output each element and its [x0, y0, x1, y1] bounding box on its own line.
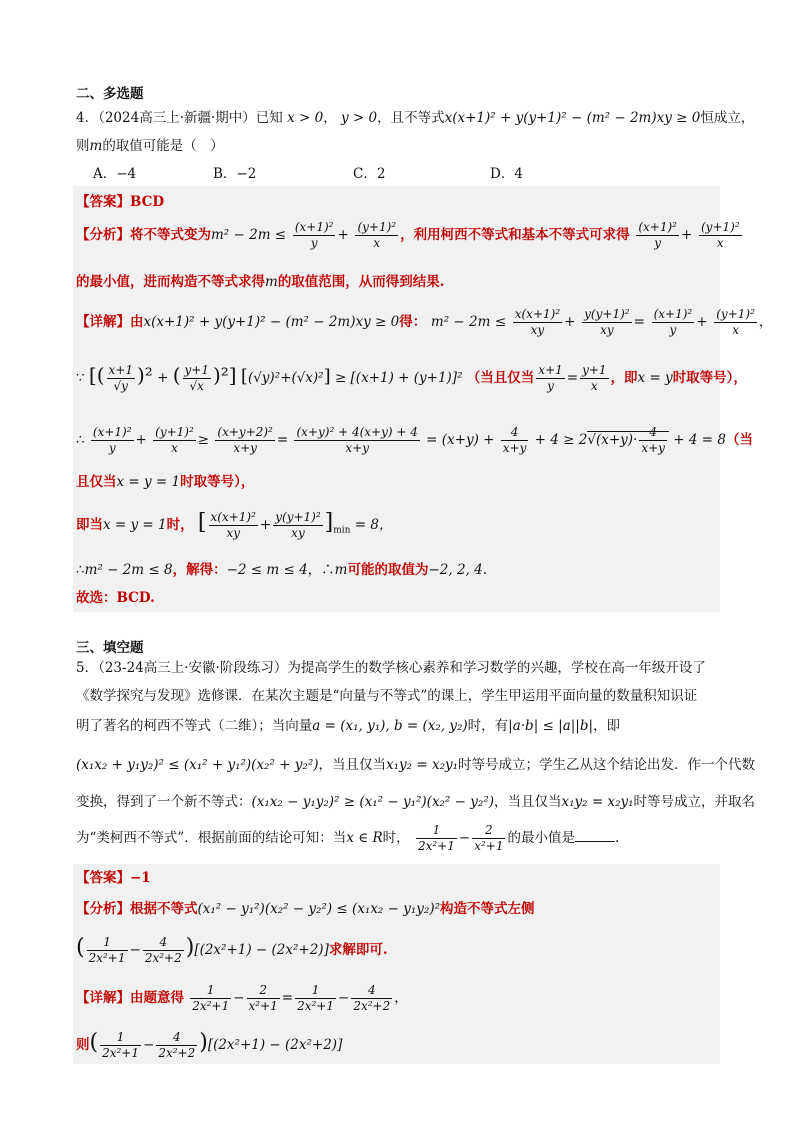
frac-x1sq-over-y-3: $\frac{\text{(x+1)²}}{y}$	[653, 307, 693, 337]
q5-bracket: [(2x²+1) − (2x²+2)]	[194, 942, 329, 958]
q4-chain-line: ∴ $\frac{\text{(x+1)²}}{y}$ + $\frac{\text{(y+1)²}}{x}$ ≥ $\frac{\text{(x+y+2)²}}{x+y}$ = $\frac{\text{(x+y)² + 4(x+y) + 4}}{x+y}$ = (x+y) + $\frac{4}{x+y}$ + 4 ≥ 2√(x+y)· $\frac{4}{x+y}$ + 4 = 8（当	[76, 425, 753, 455]
frac-4-over-2x2p2: $\frac{4}{\text{2x²+2}}$	[144, 935, 182, 965]
min-value: = 8，	[354, 517, 393, 533]
q5-analysis-b: 构造不等式左侧	[440, 901, 535, 917]
frac-4-over-2x2p2-2: $\frac{4}{\text{2x²+2}}$	[353, 983, 391, 1013]
frac-xx1-over-xy-2: $\frac{\text{x(x+1)²}}{xy}$	[210, 510, 256, 540]
q4-analysis-mid: ，利用柯西不等式和基本不等式可求得	[400, 227, 630, 243]
frac-y1sq-over-x-2: $\frac{\text{(y+1)²}}{x}$	[700, 220, 740, 250]
plus: +	[259, 517, 272, 533]
option-d[interactable]: D．4	[490, 166, 523, 182]
frac-1-over-2x2p1: $\frac{1}{\text{2x²+1}}$	[417, 823, 455, 853]
q5-stem-line6	[76, 823, 619, 854]
q4-analysis-line1	[76, 220, 744, 251]
plus: +	[280, 370, 292, 386]
q5-period: .	[614, 830, 620, 846]
solve-b: ，解得：	[172, 562, 227, 578]
section-title-multiple-choice: 二、多选题	[76, 86, 144, 102]
plus: +	[135, 432, 147, 448]
q4-analysis-expr: m² − 2m ≤	[211, 227, 287, 243]
option-a[interactable]: A．−4	[93, 166, 137, 182]
q4-var-m: m	[334, 562, 348, 578]
frac-1-over-2x2p1-5: $\frac{1}{\text{2x²+1}}$	[102, 1030, 139, 1060]
frac-1-over-2x2p1-3: $\frac{1}{\text{2x²+1}}$	[192, 983, 230, 1013]
frac-yy1-over-xy-2: $\frac{\text{y(y+1)²}}{xy}$	[275, 510, 321, 540]
q5-eq-cond2: x₁y₂ = x₂y₁	[561, 794, 634, 810]
q5-analysis-line1	[76, 897, 535, 917]
minus: −	[458, 830, 471, 846]
frac-x1-over-sqrty: $\frac{x+1}{√y}$	[108, 363, 133, 393]
q4-analysis-line2	[76, 270, 445, 290]
solve-range: −2 ≤ m ≤ 4	[226, 562, 308, 578]
sqrt-body: (x+y)·	[595, 432, 638, 448]
q4-stem-text2: ，且不等式	[377, 110, 445, 126]
frac-4-over-2x2p2-3: $\frac{4}{\text{2x²+2}}$	[158, 1030, 196, 1060]
chain-tail2: 且仅当	[76, 474, 117, 490]
q4-cond-x: x > 0	[287, 110, 324, 126]
minus: −	[143, 1037, 155, 1053]
option-c[interactable]: C．2	[353, 166, 386, 182]
q5-stem-line5	[76, 790, 755, 810]
frac-y1-over-sqrtx: $\frac{y+1}{√x}$	[184, 363, 209, 393]
q4-var-m: m	[265, 274, 278, 290]
minus: −	[129, 942, 141, 958]
eq-tail: 时取等号），	[180, 474, 255, 490]
therefore-symbol: ∴	[76, 432, 85, 448]
equals: =	[633, 314, 645, 330]
q5-new-ineq: (x₁x₂ − y₁y₂)² ≥ (x₁² − y₁²)(x₂² − y₂²)	[251, 794, 494, 810]
frac-xy2-over-xy: $\frac{\text{(x+y+2)²}}{x+y}$	[217, 425, 273, 455]
cauchy-rhs: ≥ [(x+1) + (y+1)]²	[334, 370, 463, 386]
q5-cauchy: (x₁x₂ + y₁y₂)² ≤ (x₁² + y₁²)(x₂² + y₂²)	[76, 757, 319, 773]
solve-expr: m² − 2m ≤ 8	[84, 562, 173, 578]
question-4-stem-line1	[76, 106, 754, 126]
q4-detail-get: 得：	[399, 314, 427, 330]
solve-c: ，∴	[307, 562, 335, 578]
frac-x1sq-over-y-4: $\frac{\text{(x+1)²}}{y}$	[92, 425, 132, 455]
min-subscript: min	[333, 525, 351, 536]
q5-detail-line2: 则( $\frac{1}{\text{2x²+1}}$ − $\frac{4}{\text{2x²+2}}$ )[(2x²+1) − (2x²+2)]	[76, 1030, 343, 1060]
q4-detail-lhs: m² − 2m ≤	[430, 314, 507, 330]
frac-y1sq-over-x-4: $\frac{\text{(y+1)²}}{x}$	[155, 425, 194, 455]
chain-end2: + 4 = 8	[673, 432, 726, 448]
equals: =	[281, 990, 294, 1006]
q5-stem5e: 时等号成立，并取名	[633, 794, 756, 810]
chain-mid: = (x+y) +	[426, 432, 495, 448]
q4-cauchy-line: ∵ [( $\frac{x+1}{√y}$ )² + ( $\frac{y+1}{√x}$ )²] [(√y)²+(√x)²] ≥ [(x+1) + (y+1)]² （当且仅当 $\frac{x+1}{y}$ = $\frac{y+1}{x}$ ，即x = y时取等号），	[76, 363, 747, 393]
cauchy-cond: （当且仅当	[466, 370, 535, 386]
q5-stem3c: ，即	[593, 718, 621, 734]
plus: +	[564, 314, 576, 330]
q5-vectors: a = (x₁, y₁), b = (x₂, y₂)	[312, 718, 468, 734]
frac-y1-over-x: $\frac{y+1}{x}$	[582, 363, 607, 393]
q4-then: 则	[76, 138, 90, 154]
equals: =	[276, 432, 289, 448]
equals: =	[566, 370, 579, 386]
frac-x1sq-over-y-2: $\frac{\text{(x+1)²}}{y}$	[638, 220, 677, 250]
cauchy-cond3: 时取等号），	[672, 370, 747, 386]
frac-2-over-x2p1-2: $\frac{2}{\text{x²+1}}$	[248, 983, 278, 1013]
cauchy-eq: x = y	[637, 370, 673, 386]
chain-tail: （当	[725, 432, 753, 448]
q4-ask: 的取值可能是（ ）	[102, 138, 224, 154]
frac-1-over-2x2p1-4: $\frac{1}{\text{2x²+1}}$	[297, 983, 335, 1013]
frac-x1sq-over-y: $\frac{\text{(x+1)²}}{y}$	[294, 220, 334, 250]
q4-analysis-tail: 的最小值，进而构造不等式求得	[76, 274, 265, 290]
q5-stem3b: 时，有	[467, 718, 509, 734]
frac-1-over-2x2p1-2: $\frac{1}{\text{2x²+1}}$	[88, 935, 126, 965]
q5-stem5a: 变换，得到了一个新不等式：	[76, 794, 252, 810]
minus: −	[338, 990, 350, 1006]
q5-stem3a: 明了著名的柯西不等式（二维）；当向量	[76, 718, 313, 734]
q5-bracket-2: [(2x²+1) − (2x²+2)]	[207, 1037, 343, 1053]
q4-analysis-tail2: 的取值范围，从而得到结果.	[277, 274, 445, 290]
q5-detail-line1	[76, 983, 408, 1014]
min-mid: 时，	[166, 517, 194, 533]
plus: +	[696, 314, 708, 330]
q5-stem4d: 时等号成立；学生乙从这个结论出发．作一个代数	[458, 757, 756, 773]
q4-pick: 故选：BCD.	[76, 590, 155, 606]
q5-eq-cond: x₁y₂ = x₂y₁	[386, 757, 459, 773]
q4-detail-ineq: x(x+1)² + y(y+1)² − (m² − 2m)xy ≥ 0	[143, 314, 400, 330]
question-4-stem-line2	[76, 134, 224, 154]
section-title-fill-blank: 三、填空题	[76, 640, 144, 656]
q4-inequality: x(x+1)² + y(y+1)² − (m² − 2m)xy ≥ 0	[444, 110, 701, 126]
answer-blank[interactable]	[575, 829, 615, 842]
q4-chain-line2	[76, 470, 254, 490]
q5-analysis2-tail: 求解即可.	[328, 942, 388, 958]
chain-end: + 4 ≥ 2	[534, 432, 588, 448]
comma: ，	[394, 990, 408, 1006]
q4-solve-line	[76, 558, 487, 578]
q4-answer: 【答案】BCD	[76, 194, 165, 210]
q4-var-m: m	[89, 138, 103, 154]
q5-stem6a: 为“类柯西不等式”．根据前面的结论可知：当	[76, 830, 347, 846]
plus: +	[337, 227, 349, 243]
sqrt-y-sq: (√y)²	[247, 370, 281, 386]
frac-xx1-over-xy: $\frac{\text{x(x+1)²}}{xy}$	[514, 307, 561, 337]
eq-xy1: x = y = 1	[116, 474, 181, 490]
q5-answer: 【答案】−1	[76, 870, 151, 886]
q4-stem-text3: 恒成立，	[700, 110, 755, 126]
q5-detail-a: 【详解】由题意得	[76, 990, 184, 1006]
q4-detail-head: 【详解】由	[76, 314, 144, 330]
q5-stem-line2: 《数学探究与发现》选修课．在某次主题是“向量与不等式”的课上，学生甲运用平面向量的数量积知识证	[76, 688, 698, 704]
frac-2-over-x2p1: $\frac{2}{\text{x²+1}}$	[474, 823, 504, 853]
plus: +	[157, 370, 169, 386]
solve-vals: −2, 2, 4.	[428, 562, 488, 578]
frac-four-over-xy-2: $\frac{4}{x+y}$	[641, 425, 665, 455]
q4-cond-y: y > 0	[340, 110, 378, 126]
q4-min-line: 即当x = y = 1时， [ $\frac{\text{x(x+1)²}}{xy}$ + $\frac{\text{y(y+1)²}}{xy}$ ]$_{min} = 8$，	[76, 510, 393, 540]
q4-detail-line1	[76, 307, 772, 338]
q4-stem-text: 4．（2024高三上·新疆·期中）已知	[76, 110, 283, 126]
q5-vec-ineq: |a·b| ≤ |a||b|	[508, 718, 594, 734]
frac-x1-over-y: $\frac{x+1}{y}$	[538, 363, 563, 393]
plus: +	[680, 227, 693, 243]
frac-y1sq-over-x-3: $\frac{\text{(y+1)²}}{x}$	[716, 307, 755, 337]
q5-stem-line4	[76, 753, 755, 773]
minus: −	[233, 990, 245, 1006]
q5-stem6c: 时，	[382, 830, 410, 846]
frac-yy1-over-xy: $\frac{\text{y(y+1)²}}{xy}$	[584, 307, 630, 337]
q5-stem6d: 的最小值是	[507, 830, 575, 846]
option-b[interactable]: B．−2	[213, 166, 257, 182]
q4-sep: ，	[323, 110, 337, 126]
q5-analysis-line2: ( $\frac{1}{\text{2x²+1}}$ − $\frac{4}{\text{2x²+2}}$ )[(2x²+1) − (2x²+2)]求解即可.	[76, 935, 388, 965]
q5-stem-line1: 5．（23-24高三上·安徽·阶段练习）为提高学生的数学核心素养和学习数学的兴趣，学校在高一年级开设了	[76, 660, 706, 676]
q4-analysis-head: 【分析】将不等式变为	[76, 227, 211, 243]
q5-domain: x ∈ R	[346, 830, 383, 846]
q5-analysis-expr: (x₁² − y₁²)(x₂² − y₂²) ≤ (x₁x₂ − y₁y₂)²	[197, 901, 440, 917]
cauchy-cond2: ，即	[610, 370, 638, 386]
because-symbol: ∵	[76, 370, 85, 386]
therefore-symbol: ∴	[76, 562, 85, 578]
q5-stem5c: ，当且仅当	[494, 794, 562, 810]
frac-four-over-xy: $\frac{4}{x+y}$	[502, 425, 527, 455]
min-head: 即当	[76, 517, 103, 533]
eq-xy1: x = y = 1	[103, 517, 167, 533]
frac-y1sq-over-x: $\frac{\text{(y+1)²}}{x}$	[357, 220, 397, 250]
q5-stem-line3	[76, 714, 620, 734]
q5-analysis-a: 【分析】根据不等式	[76, 901, 198, 917]
frac-expand: $\frac{\text{(x+y)² + 4(x+y) + 4}}{x+y}$	[296, 425, 418, 455]
q5-detail-then: 则	[76, 1037, 90, 1053]
q5-stem4b: ，当且仅当	[318, 757, 386, 773]
sqrt-x-sq: (√x)²	[291, 370, 324, 386]
solve-d: 可能的取值为	[347, 562, 429, 578]
comma: ，	[758, 314, 773, 330]
